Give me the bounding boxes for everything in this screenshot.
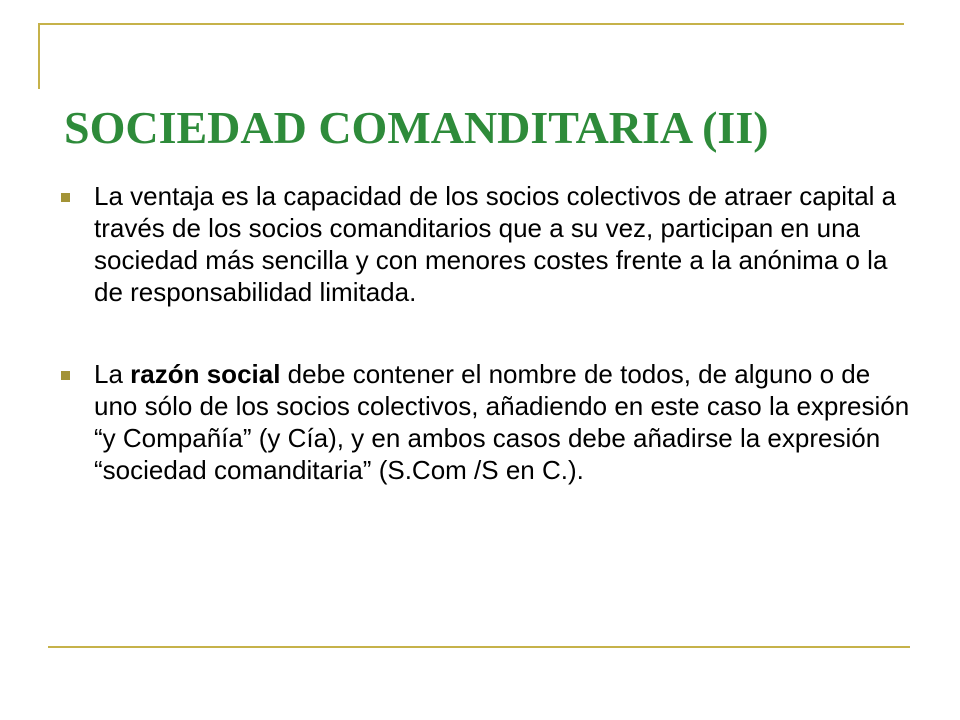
bullet-item-company-name — [58, 358, 918, 486]
decorative-left-line — [38, 23, 40, 89]
decorative-top-line — [38, 23, 904, 25]
bullet-item-advantage — [58, 180, 918, 308]
square-bullet-icon — [61, 193, 70, 202]
bullet-text-suffix: debe contener el nombre de todos, de alguno o de uno sólo de los socios colectivos, añadiendo en este caso la expresión “y Compañía” (y Cía), y en ambos casos debe añadirse la expresión “sociedad comanditaria” (S.Com /S en C.). — [94, 359, 910, 485]
slide-title: SOCIEDAD COMANDITARIA (II) — [64, 102, 769, 153]
decorative-bottom-line — [48, 646, 910, 648]
square-bullet-icon — [61, 371, 70, 380]
bold-term-razon-social: razón social — [130, 359, 281, 389]
bullet-text-company-name — [94, 358, 920, 486]
bullet-text-prefix: La — [94, 359, 131, 389]
bullet-text-advantage: La ventaja es la capacidad de los socios colectivos de atraer capital a través de los socios comanditarios que a su vez, participan en una sociedad más sencilla y con menores costes frente a la anónima o la de responsabilidad limitada. — [94, 181, 897, 307]
slide-content — [58, 180, 918, 486]
